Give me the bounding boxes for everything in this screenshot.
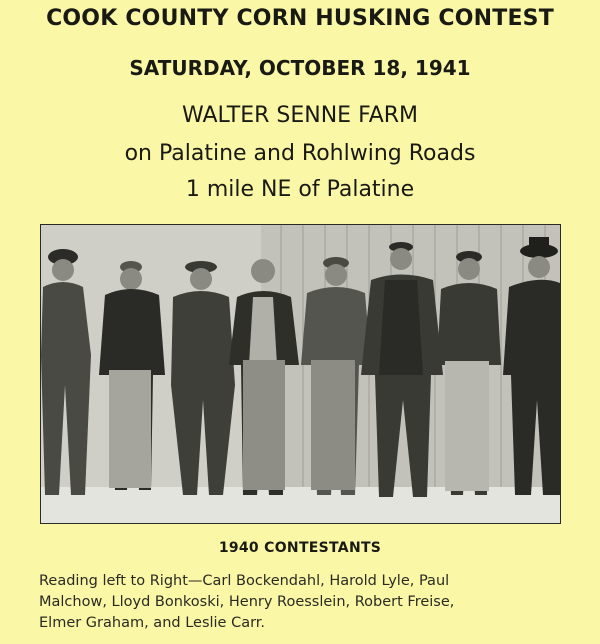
contest-title: COOK COUNTY CORN HUSKING CONTEST [46,6,554,31]
caption-line: Reading left to Right—Carl Bockendahl, Harold Lyle, Paul [39,573,450,589]
caption-line: Elmer Graham, and Leslie Carr. [39,615,266,631]
farm-distance: 1 mile NE of Palatine [185,177,415,202]
farm-name: WALTER SENNE FARM [181,103,419,128]
event-date: SATURDAY, OCTOBER 18, 1941 [129,56,471,80]
caption-title: 1940 CONTESTANTS [218,540,382,556]
contestants-photo [40,224,561,524]
caption-line: Malchow, Lloyd Bonkoski, Henry Roesslein, Robert Freise, [39,594,455,610]
contestants-photo-graphic [41,225,560,523]
caption-text [39,571,569,634]
farm-roads: on Palatine and Rohlwing Roads [124,141,476,166]
